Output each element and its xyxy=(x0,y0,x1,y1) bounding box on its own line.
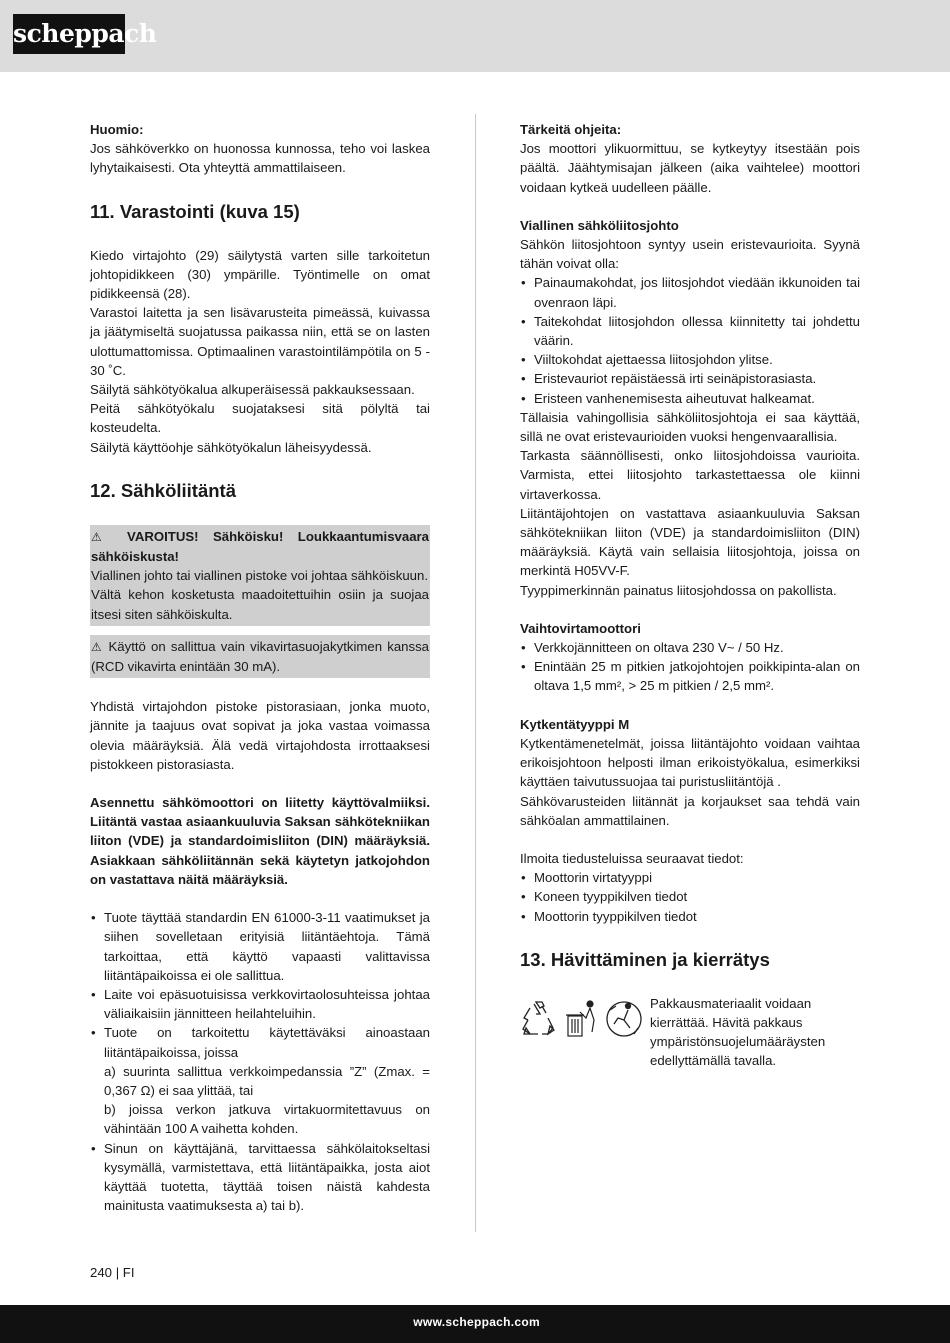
section-11-heading xyxy=(90,200,430,224)
paragraph: Kiedo virtajohto (29) säilytystä varten sille tarkoitetun johtopidikkeen (30) ympärille. Työntimelle on omat pidikkeensä (28). xyxy=(90,247,430,302)
paragraph: Liitäntäjohtojen on vastattava asiaankuuluvia Saksan sähkötekniikan liiton (VDE) ja standardoimisliiton (DIN) määräyksiä. Käytä vain sellaisia liitosjohtoja, joissa on merkintä H05VV-F. xyxy=(520,505,860,579)
language-code: FI xyxy=(122,1265,135,1280)
recycling-text: Pakkausmateriaalit voidaan kierrättää. Hävitä pakkaus ympäristönsuojelumääräysten edellyttämällä tavalla. xyxy=(650,995,826,1069)
warning-box xyxy=(90,525,430,626)
recycle-icon xyxy=(523,1002,554,1034)
paragraph: Sähkövarusteiden liitännät ja korjaukset saa tehdä vain sähköalan ammattilainen. xyxy=(520,793,860,828)
section-13-heading xyxy=(520,948,860,972)
list-item xyxy=(90,1023,430,1138)
right-column xyxy=(520,120,860,1074)
cable-damage-list xyxy=(520,273,860,407)
section-number: 13. xyxy=(520,948,546,970)
requirements-list xyxy=(90,908,430,1215)
ac-motor-title: Vaihtovirtamoottori xyxy=(520,620,641,636)
cable-title: Viallinen sähköliitosjohto xyxy=(520,217,679,233)
page-number xyxy=(90,1265,135,1280)
paragraph: Säilytä sähkötyökalua alkuperäisessä pakkauksessaan. xyxy=(90,382,415,398)
section-number: 11. xyxy=(90,200,115,222)
warning-icon: ⚠ xyxy=(91,639,104,654)
paragraph: Tarkasta säännöllisesti, onko liitosjohdoissa vaurioita. Varmista, ettei liitosjohto tarkastettaessa ole kiinni virtaverkossa. xyxy=(520,448,860,502)
paragraph: Tyyppimerkinnän painatus liitosjohdossa on pakollista. xyxy=(520,582,837,598)
section-title: Hävittäminen ja kierrätys xyxy=(550,948,770,970)
warning-line: Viallinen johto tai viallinen pistoke voi johtaa sähköiskuun. xyxy=(91,568,428,584)
trash-bin-icon xyxy=(566,1001,594,1036)
section-title: Varastointi (kuva 15) xyxy=(119,200,300,222)
recycling-block xyxy=(520,994,860,1074)
list-item: • Verkkojännitteen on oltava 230 V~ / 50 Hz. xyxy=(520,638,860,657)
list-item: • Tuote täyttää standardin EN 61000-3-11 vaatimukset ja siihen sovelletaan erityisiä liitäntäehtoja. Tämä tarkoittaa, että käyttö vapaasti valittavissa liitäntäpaikoissa ei ole sallittua. xyxy=(90,908,430,985)
ac-motor-list xyxy=(520,638,860,696)
paragraph: Tällaisia vahingollisia sähköliitosjohtoja ei saa käyttää, sillä ne ovat eristevaurioiden vuoksi hengenvaarallisia. xyxy=(520,409,860,445)
important-title: Tärkeitä ohjeita: xyxy=(520,122,622,137)
list-item: • Moottorin virtatyyppi xyxy=(520,868,860,887)
sub-item-b: b) joissa verkon jatkuva virtakuormitettavuus on vähintään 100 A vaihetta kohden. xyxy=(104,1102,430,1137)
list-item: • Taitekohdat liitosjohdon ollessa kiinnitetty tai johdettu väärin. xyxy=(520,312,860,350)
connection-type-title: Kytkentätyyppi M xyxy=(520,716,630,732)
paragraph: Yhdistä virtajohdon pistoke pistorasiaan, jonka muoto, jännite ja taajuus ovat sopivat ja joka vastaa voimassa olevia määräyksiä. Älä vedä virtajohdosta irrottaaksesi pistokkeen pistorasiasta. xyxy=(90,699,430,772)
rcd-warning-text xyxy=(90,637,430,676)
note-title: Huomio: xyxy=(90,122,144,137)
page-separator: | xyxy=(115,1265,120,1280)
list-item-text: • Tuote on tarkoitettu käytettäväksi ainoastaan liitäntäpaikoissa, joissa xyxy=(104,1025,430,1060)
bold-paragraph: Asennettu sähkömoottori on liitetty käyttövalmiiksi. Liitäntä vastaa asiaankuuluvia Saksan sähkötekniikan liiton (VDE) ja standardoimisliiton (DIN) määräyksiä. Asiakkaan sähköliitännän sekä käytetyn jatkojohdon on vastattava näitä määräyksiä. xyxy=(90,795,430,887)
paragraph: Peitä sähkötyökalu suojataksesi sitä pölyltä tai kosteudelta. xyxy=(90,401,430,436)
inquiry-intro: Ilmoita tiedusteluissa seuraavat tiedot: xyxy=(520,850,744,866)
list-item: • Sinun on käyttäjänä, tarvittaessa sähkölaitokseltasi kysymällä, varmistettava, että liitäntäpaikka, josta aiot käyttää tuotetta, täyttää toisen näistä kahdesta mainitusta vaatimuksesta a) tai b). xyxy=(90,1139,430,1216)
list-item: • Koneen tyyppikilven tiedot xyxy=(520,887,860,906)
section-number: 12. xyxy=(90,479,116,501)
section-12-heading xyxy=(90,479,430,503)
recycling-icons xyxy=(520,998,645,1040)
brand-logo: scheppach xyxy=(13,14,125,54)
list-item: • Painaumakohdat, jos liitosjohdot viedään ikkunoiden tai ovenraon läpi. xyxy=(520,273,860,311)
paragraph: Varastoi laitetta ja sen lisävarusteita pimeässä, kuivassa ja jäätymiseltä suojatussa paikassa niin, että se on lasten ulottumattomissa. Optimaalinen varastointilämpötila on 5 - 30 ˚C. xyxy=(90,305,430,378)
left-column xyxy=(90,120,430,1215)
list-item: • Eristevauriot repäistäessä irti seinäpistorasiasta. xyxy=(520,369,860,388)
recycle-person-icon xyxy=(607,1002,641,1036)
column-divider xyxy=(475,114,476,1232)
header-band xyxy=(0,0,950,72)
section-title: Sähköliitäntä xyxy=(120,479,236,501)
note-text: Jos sähköverkko on huonossa kunnossa, teho voi laskea lyhytaikaisesti. Ota yhteyttä ammattilaiseen. xyxy=(90,141,430,176)
footer-band xyxy=(0,1305,950,1343)
warning-title-text: VAROITUS! Sähköisku! Loukkaantumisvaara sähköiskusta! xyxy=(91,528,429,565)
list-item: • Viiltokohdat ajettaessa liitosjohdon ylitse. xyxy=(520,350,860,369)
website-link[interactable]: www.scheppach.com xyxy=(413,1315,540,1329)
paragraph: Kytkentämenetelmät, joissa liitäntäjohto voidaan vaihtaa erikoisjohtoon helposti ilman erikoistyökalua, esimerkiksi käyttäen taivutussuojaa tai puristusliitäntöjä . xyxy=(520,735,860,790)
cable-intro: Sähkön liitosjohtoon syntyy usein eristevaurioita. Syynä tähän voivat olla: xyxy=(520,237,860,272)
list-item: • Moottorin tyyppikilven tiedot xyxy=(520,907,860,926)
warning-line: Vältä kehon kosketusta maadoitettuihin osiin ja suojaa itsesi siten sähköiskulta. xyxy=(91,587,429,622)
page-number-value: 240 xyxy=(90,1265,113,1280)
inquiry-list xyxy=(520,868,860,926)
warning-title xyxy=(90,527,430,566)
warning-icon: ⚠ xyxy=(91,529,113,544)
list-item: • Laite voi epäsuotuisissa verkkovirtaolosuhteissa johtaa väliaikaisiin jännitteen heilahteluihin. xyxy=(90,985,430,1023)
list-item: • Eristeen vanhenemisesta aiheutuvat halkeamat. xyxy=(520,389,860,408)
rcd-text: Käyttö on sallittua vain vikavirtasuojakytkimen kanssa (RCD vikavirta enintään 30 mA). xyxy=(91,638,430,675)
rcd-warning-box xyxy=(90,635,430,678)
important-text: Jos moottori ylikuormittuu, se kytkeytyy itsestään pois päältä. Jäähtymisajan jälkeen (aika vaihtelee) moottori voidaan kytkeä uudelleen päälle. xyxy=(520,141,860,195)
paragraph: Säilytä käyttöohje sähkötyökalun läheisyydessä. xyxy=(90,439,372,455)
list-item: • Enintään 25 m pitkien jatkojohtojen poikkipinta-alan on oltava 1,5 mm², > 25 m pitkien / 2,5 mm². xyxy=(520,657,860,695)
sub-item-a: a) suurinta sallittua verkkoimpedanssia ”Z” (Zmax. = 0,367 Ω) ei saa ylittää, tai xyxy=(104,1063,430,1098)
